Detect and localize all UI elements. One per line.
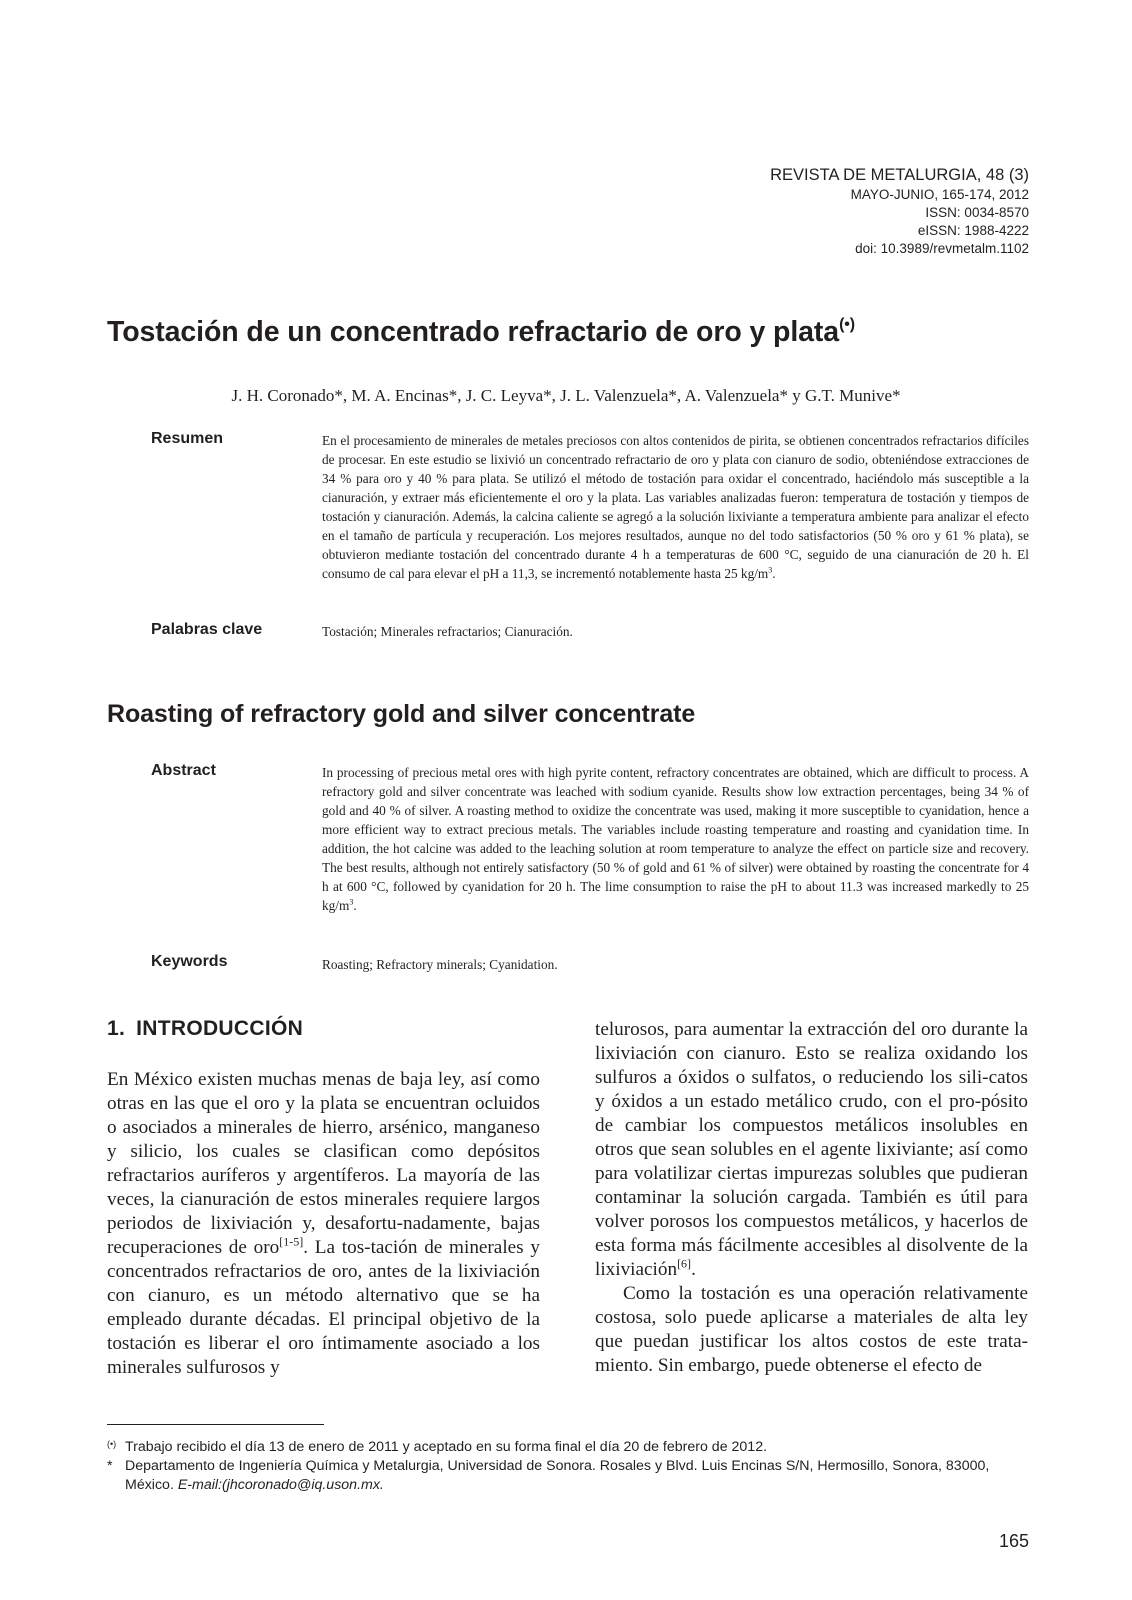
abstract-superscript: 3 (349, 897, 354, 907)
footnote-2-mark: * (107, 1458, 113, 1474)
abstract-body: In processing of precious metal ores with high pyrite content, refractory concentrates are obtained, which are difficult to process. A refractory gold and silver concentrate was leached with sodium cyanide. Results show low extraction percentages, being 34 % of gold and 40 % of silver. A roasting method to oxidize the concentrate was used, making it more susceptible to cyanidation, hence a more efficient way to extract precious metals. The variables include roasting temperature and roasting and cyanidation time. In addition, the hot calcine was added to the leaching solution at room temperature to analyze the effect on particle size and recovery. The best results, although not entirely satisfactory (50 % of gold and 61 % of silver) were obtained by roasting the concentrate for 4 h at 600 °C, followed by cyanidation for 20 h. The lime consumption to raise the pH to about 11.3 was increased markedly to 25 kg/m (322, 765, 1029, 913)
palabras-clave-text: Tostación; Minerales refractarios; Cianuración. (322, 624, 573, 639)
resumen-end: . (772, 566, 776, 581)
resumen-text (322, 431, 1029, 583)
footnote-1-mark: (•) (107, 1439, 117, 1449)
intro-paragraph-1-cont: telurosos, para aumentar la extracción del oro durante la lixiviación con cianuro. Esto se realiza oxidando los sulfuros a óxidos o sulfatos, o reduciendo los sili-catos y óxidos a un estado metálico crudo, con el pro-pósito de cambiar los compuestos metálicos insolubles en otros que sean solubles en el agente lixiviante; así como para volatilizar ciertas impurezas solubles que pudieran contaminar la solución cargada. También es útil para volver porosos los compuestos metálicos, y hacerlos de esta forma más fácilmente accesibles al disolvente de la lixiviación[6]. (595, 1019, 1028, 1280)
abstract-end: . (353, 898, 357, 913)
body-column-right (595, 1018, 1028, 1378)
abstract-label: Abstract (151, 762, 216, 779)
intro-paragraph-2: Como la tostación es una operación relativamente costosa, solo puede aplicarse a materiales de alta ley que puedan justificar los altos costos de este tratamiento. Sin embargo, puede obtenerse el efecto de (595, 1283, 1028, 1376)
page-number: 165 (998, 1531, 1029, 1551)
footnote-1-text: Trabajo recibido el día 13 de enero de 2011 y aceptado en su forma final el día 20 de febrero de 2012. (125, 1439, 768, 1455)
title-es-text: Tostación de un concentrado refractario de oro y plata (107, 316, 840, 348)
resumen-label: Resumen (151, 430, 224, 447)
footnote-divider (107, 1424, 324, 1425)
journal-doi: doi: 10.3989/revmetalm.1102 (855, 241, 1029, 256)
resumen-body: En el procesamiento de minerales de metales preciosos con altos contenidos de pirita, se obtienen concentrados refractarios difíciles de procesar. En este estudio se lixivió un concentrado refractario de oro y plata con cianuro de sodio, obteniéndose extracciones de 34 % para oro y 40 % para plata. Se utilizó el método de tostación para oxidar el concentrado, haciéndolo más susceptible a la cianuración, y extraer más eficientemente el oro y la plata. Las variables analizadas fueron: temperatura de tostación y tiempos de tostación y cianuración. Además, la calcina caliente se agregó a la solución lixiviante a temperatura ambiente para analizar el efecto en el tamaño de partícula y recuperación. Los mejores resultados, aunque no del todo satisfactorios (50 % oro y 61 % plata), se obtuvieron mediante tostación del concentrado durante 4 h a temperaturas de 600 °C, seguido de una cianuración de 20 h. El consumo de cal para elevar el pH a 11,3, se incrementó notablemente hasta 25 kg/m (322, 433, 1029, 581)
journal-issn: ISSN: 0034-8570 (925, 205, 1029, 220)
title-footnote-mark: (•) (839, 316, 856, 333)
author-email: E-mail:(jhcoronado@iq.uson.mx. (177, 1477, 384, 1493)
article-title-es (107, 316, 855, 349)
journal-issue: MAYO-JUNIO, 165-174, 2012 (850, 187, 1029, 202)
article-title-en: Roasting of refractory gold and silver concentrate (107, 700, 696, 728)
journal-eissn: eISSN: 1988-4222 (917, 223, 1029, 238)
footnote-2-text: Departamento de Ingeniería Química y Metalurgia, Universidad de Sonora. Rosales y Blvd. Luis Encinas S/N, Hermosillo, Sonora, 83000, México. (125, 1458, 990, 1493)
abstract-text (322, 763, 1029, 915)
journal-header (770, 165, 1029, 258)
section-title: INTRODUCCIÓN (136, 1017, 304, 1040)
section-heading-introduccion (107, 1017, 303, 1041)
body-column-left: En México existen muchas menas de baja ley, así como otras en las que el oro y la plata se encuentran ocluidos o asociados a minerales de hierro, arsénico, manganeso y silicio, los cuales se clasifican como depósitos refractarios auríferos y argentíferos. La mayoría de las veces, la cianuración de estos minerales requiere largos periodos de lixiviación y, desafortu-nadamente, bajas recuperaciones de oro[1-5]. La tos-tación de minerales y concentrados refractarios de oro, antes de la lixiviación con cianuro, es un método alternativo que se ha empleado durante décadas. El principal objetivo de la tostación es liberar el oro íntimamente asociado a los minerales sulfurosos y (107, 1069, 540, 1378)
author-list: J. H. Coronado*, M. A. Encinas*, J. C. Leyva*, J. L. Valenzuela*, A. Valenzuela* y G.T. Munive* (231, 386, 901, 405)
keywords-label: Keywords (151, 953, 228, 970)
keywords-text: Roasting; Refractory minerals; Cyanidation. (322, 957, 558, 972)
palabras-clave-label: Palabras clave (151, 621, 263, 638)
footnotes (107, 1438, 1031, 1495)
footnote-2 (107, 1457, 1031, 1495)
resumen-superscript: 3 (768, 565, 773, 575)
journal-name: REVISTA DE METALURGIA, 48 (3) (770, 166, 1029, 184)
section-number: 1. (107, 1017, 126, 1040)
footnote-1 (107, 1438, 1031, 1457)
